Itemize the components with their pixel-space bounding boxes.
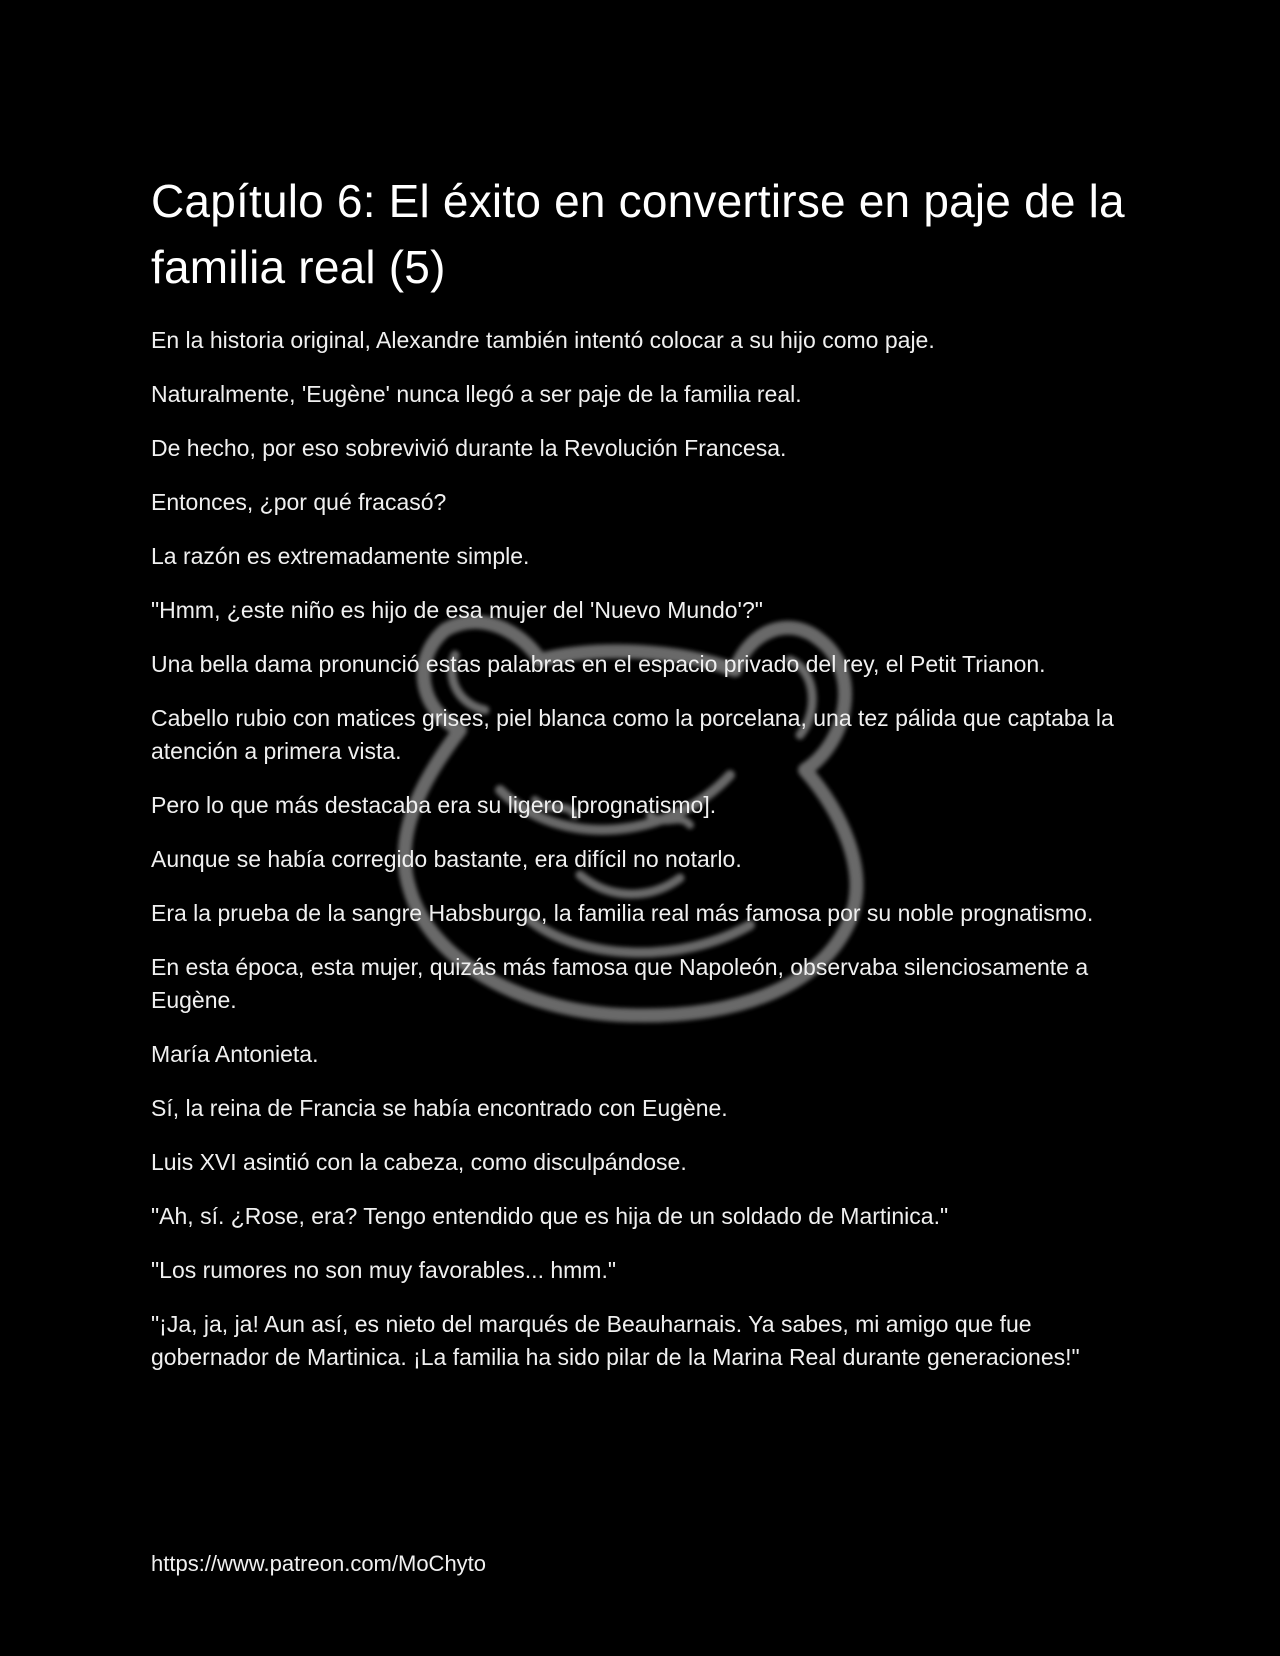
paragraph: En esta época, esta mujer, quizás más famosa que Napoleón, observaba silenciosamente a Eugène. (151, 954, 1089, 1013)
paragraph: "¡Ja, ja, ja! Aun así, es nieto del marqués de Beauharnais. Ya sabes, mi amigo que fue gobernador de Martinica. ¡La familia ha sido pilar de la Marina Real durante generaciones!" (151, 1311, 1080, 1370)
patreon-link[interactable]: https://www.patreon.com/MoChyto (151, 1551, 487, 1576)
paragraph: "Ah, sí. ¿Rose, era? Tengo entendido que es hija de un soldado de Martinica." (151, 1203, 949, 1229)
paragraph: Luis XVI asintió con la cabeza, como disculpándose. (151, 1149, 687, 1175)
chapter-title: Capítulo 6: El éxito en convertirse en paje de la familia real (5) (151, 175, 1125, 293)
paragraph: Sí, la reina de Francia se había encontrado con Eugène. (151, 1095, 728, 1121)
paragraph: Una bella dama pronunció estas palabras en el espacio privado del rey, el Petit Trianon. (151, 651, 1046, 677)
paragraph: Aunque se había corregido bastante, era difícil no notarlo. (151, 846, 742, 872)
paragraph: En la historia original, Alexandre también intentó colocar a su hijo como paje. (151, 327, 935, 353)
paragraph: Pero lo que más destacaba era su ligero [prognatismo]. (151, 792, 717, 818)
paragraph: Cabello rubio con matices grises, piel blanca como la porcelana, una tez pálida que captaba la atención a primera vista. (151, 705, 1114, 764)
paragraph: La razón es extremadamente simple. (151, 543, 530, 569)
paragraph: Era la prueba de la sangre Habsburgo, la familia real más famosa por su noble prognatismo. (151, 900, 1094, 926)
paragraph: Naturalmente, 'Eugène' nunca llegó a ser paje de la familia real. (151, 381, 802, 407)
chapter-page (151, 168, 1131, 1395)
paragraph: Entonces, ¿por qué fracasó? (151, 489, 447, 515)
paragraph: María Antonieta. (151, 1041, 319, 1067)
paragraph: "Los rumores no son muy favorables... hmm." (151, 1257, 617, 1283)
paragraph: "Hmm, ¿este niño es hijo de esa mujer del 'Nuevo Mundo'?" (151, 597, 763, 623)
paragraph: De hecho, por eso sobrevivió durante la Revolución Francesa. (151, 435, 787, 461)
